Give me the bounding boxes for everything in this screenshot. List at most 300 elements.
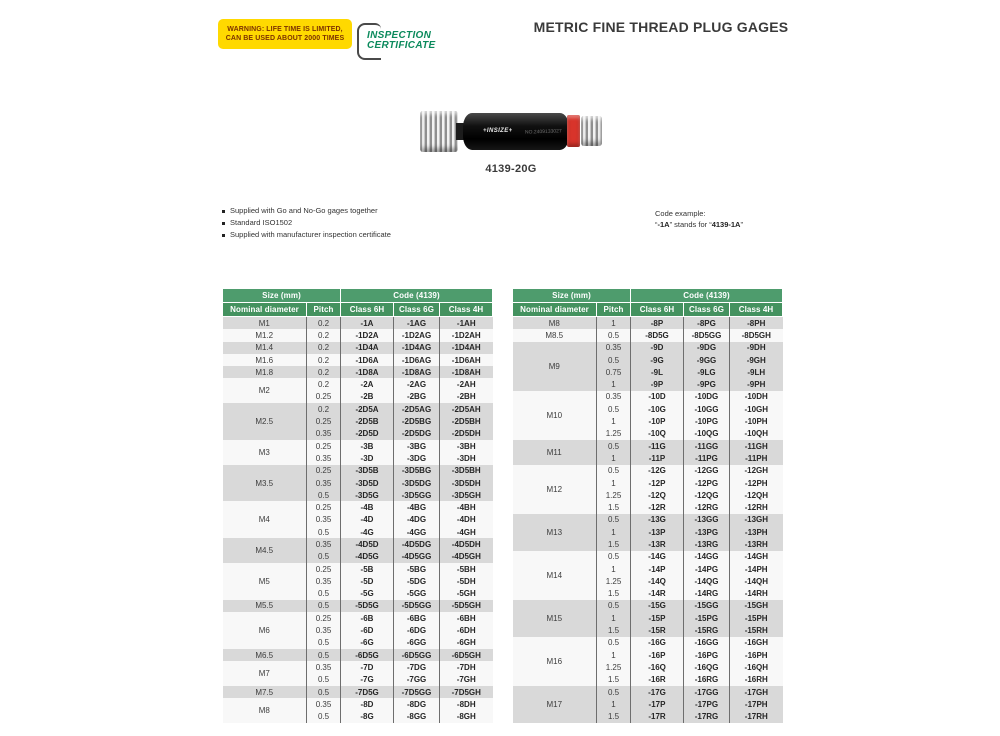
cell-code: -4D5G	[341, 551, 394, 563]
inspection-certificate-logo	[357, 23, 447, 59]
table-row	[513, 600, 783, 612]
cell-code: -16P	[631, 649, 684, 661]
feature-text: Supplied with Go and No-Go gages together	[230, 206, 378, 215]
cell-code: -16R	[631, 674, 684, 686]
code-group-header: Code (4139)	[631, 289, 783, 303]
cell-code: -4DH	[440, 514, 493, 526]
cell-code: -3B	[341, 440, 394, 452]
cell-code: -8GG	[394, 711, 440, 723]
cell-code: -14RG	[684, 588, 730, 600]
cell-nominal-diameter: M17	[546, 699, 563, 709]
cell-code: -5G	[341, 588, 394, 600]
cell-pitch: 0.5	[597, 403, 631, 415]
cell-code: -10PH	[730, 415, 783, 427]
cell-pitch: 1.25	[597, 428, 631, 440]
cell-code: -2AG	[394, 378, 440, 390]
cell-code: -7GG	[394, 674, 440, 686]
cell-code: -10GG	[684, 403, 730, 415]
cell-nominal-diameter: M3.5	[255, 478, 274, 488]
certificate-logo-line1: INSPECTION	[366, 31, 437, 41]
cell-code: -9LH	[730, 366, 783, 378]
cell-code: -6B	[341, 612, 394, 624]
cell-pitch: 0.35	[307, 698, 341, 710]
cell-pitch: 1	[597, 378, 631, 390]
cell-code: -10G	[631, 403, 684, 415]
cell-pitch: 1.5	[597, 538, 631, 550]
code-example	[655, 208, 743, 230]
cell-code: -3BG	[394, 440, 440, 452]
table-row	[223, 317, 493, 330]
cell-code: -6DG	[394, 624, 440, 636]
cell-code: -4B	[341, 501, 394, 513]
cell-pitch: 1.25	[597, 575, 631, 587]
col-class-6g: Class 6G	[684, 303, 730, 317]
col-class-4h: Class 4H	[440, 303, 493, 317]
cell-pitch: 0.5	[307, 526, 341, 538]
cell-pitch: 0.5	[307, 649, 341, 661]
cell-code: -7D5G	[341, 686, 394, 698]
cell-code: -15RH	[730, 624, 783, 636]
cell-pitch: 1.25	[597, 661, 631, 673]
nogo-thread-end	[581, 116, 602, 146]
cell-pitch: 1	[597, 698, 631, 710]
gage-handle	[463, 113, 569, 150]
cell-code: -2D5B	[341, 415, 394, 427]
cell-code: -4D5GG	[394, 551, 440, 563]
table-row	[223, 378, 493, 390]
cell-code: -4BG	[394, 501, 440, 513]
cell-code: -10QH	[730, 428, 783, 440]
cell-pitch: 0.25	[307, 612, 341, 624]
cell-code: -15PH	[730, 612, 783, 624]
cell-code: -1D2AH	[440, 329, 493, 341]
cell-code: -8PH	[730, 317, 783, 330]
col-nominal-diameter: Nominal diameter	[513, 303, 597, 317]
cell-code: -12Q	[631, 489, 684, 501]
col-class-6h: Class 6H	[341, 303, 394, 317]
cell-pitch: 1.5	[597, 711, 631, 723]
cell-code: -2D5A	[341, 403, 394, 415]
table-row	[513, 551, 783, 563]
cell-code: -6D	[341, 624, 394, 636]
cell-nominal-diameter: M1.8	[255, 367, 274, 377]
cell-pitch: 0.75	[597, 366, 631, 378]
cell-code: -10D	[631, 391, 684, 403]
col-class-6g: Class 6G	[394, 303, 440, 317]
cell-code: -5D5GH	[440, 600, 493, 612]
cell-code: -15RG	[684, 624, 730, 636]
cell-code: -8P	[631, 317, 684, 330]
cell-nominal-diameter: M7.5	[255, 687, 274, 697]
feature-list	[222, 205, 391, 241]
cell-code: -14P	[631, 563, 684, 575]
size-group-header: Size (mm)	[223, 289, 341, 303]
cell-code: -9L	[631, 366, 684, 378]
cell-code: -14GG	[684, 551, 730, 563]
cell-code: -2D5BH	[440, 415, 493, 427]
cell-code: -6D5GH	[440, 649, 493, 661]
cell-code: -3D5GG	[394, 489, 440, 501]
cell-code: -12R	[631, 501, 684, 513]
cell-code: -8PG	[684, 317, 730, 330]
cell-pitch: 0.5	[597, 551, 631, 563]
cell-pitch: 0.5	[307, 674, 341, 686]
cell-code: -4BH	[440, 501, 493, 513]
cell-code: -3DH	[440, 452, 493, 464]
cell-code: -4D	[341, 514, 394, 526]
table-row	[223, 354, 493, 366]
cell-pitch: 1	[597, 526, 631, 538]
table-row	[223, 501, 493, 513]
cell-code: -12RG	[684, 501, 730, 513]
cell-pitch: 0.5	[597, 686, 631, 698]
table-row	[223, 465, 493, 477]
cell-code: -3D	[341, 452, 394, 464]
cell-code: -12QG	[684, 489, 730, 501]
cell-code: -9D	[631, 342, 684, 354]
cell-code: -13P	[631, 526, 684, 538]
cell-code: -4D5GH	[440, 551, 493, 563]
plug-gage-image	[420, 102, 602, 160]
cell-code: -2A	[341, 378, 394, 390]
cell-pitch: 0.35	[307, 661, 341, 673]
cell-pitch: 1	[597, 452, 631, 464]
cell-code: -8DG	[394, 698, 440, 710]
cell-pitch: 0.2	[307, 317, 341, 330]
cell-nominal-diameter: M4.5	[255, 546, 274, 556]
cell-pitch: 1	[597, 612, 631, 624]
cell-code: -14R	[631, 588, 684, 600]
cell-nominal-diameter: M11	[546, 447, 562, 457]
cell-nominal-diameter: M8.5	[545, 330, 564, 340]
bullet-icon	[222, 234, 225, 237]
table-row	[223, 440, 493, 452]
table-row	[223, 329, 493, 341]
cell-code: -13RH	[730, 538, 783, 550]
cell-code: -6D5GG	[394, 649, 440, 661]
cell-nominal-diameter: M5.5	[255, 601, 274, 611]
cell-code: -15GH	[730, 600, 783, 612]
cell-code: -8DH	[440, 698, 493, 710]
cell-code: -13GH	[730, 514, 783, 526]
cell-pitch: 1	[597, 317, 631, 330]
table-row	[223, 403, 493, 415]
cell-pitch: 1.5	[597, 624, 631, 636]
cell-code: -17G	[631, 686, 684, 698]
cell-code: -11P	[631, 452, 684, 464]
cell-pitch: 0.35	[307, 575, 341, 587]
cell-code: -1D8AH	[440, 366, 493, 378]
cell-pitch: 0.2	[307, 366, 341, 378]
cell-code: -9PG	[684, 378, 730, 390]
cell-nominal-diameter: M9	[548, 361, 560, 371]
cell-code: -9P	[631, 378, 684, 390]
cell-nominal-diameter: M10	[546, 410, 563, 420]
cell-code: -15PG	[684, 612, 730, 624]
cell-code: -14PH	[730, 563, 783, 575]
certificate-logo-line2: CERTIFICATE	[367, 40, 436, 51]
cell-code: -3BH	[440, 440, 493, 452]
table-row	[513, 465, 783, 477]
cell-pitch: 0.5	[597, 329, 631, 341]
cell-code: -5B	[341, 563, 394, 575]
cell-code: -5BH	[440, 563, 493, 575]
cell-code: -2D5DH	[440, 428, 493, 440]
cell-nominal-diameter: M12	[546, 484, 563, 494]
cell-code: -15P	[631, 612, 684, 624]
cell-pitch: 0.2	[307, 342, 341, 354]
cell-code: -14GH	[730, 551, 783, 563]
cell-code: -6D5G	[341, 649, 394, 661]
table-row	[223, 649, 493, 661]
bullet-icon	[222, 222, 225, 225]
feature-item	[222, 229, 391, 241]
col-pitch: Pitch	[307, 303, 341, 317]
page-title: METRIC FINE THREAD PLUG GAGES	[533, 19, 789, 35]
serial-marking: NO.2409133027	[525, 128, 563, 136]
cell-code: -13GG	[684, 514, 730, 526]
cell-code: -9G	[631, 354, 684, 366]
feature-item	[222, 217, 391, 229]
cell-code: -8D5GH	[730, 329, 783, 341]
cell-code: -12P	[631, 477, 684, 489]
cell-pitch: 0.35	[307, 514, 341, 526]
cell-code: -5BG	[394, 563, 440, 575]
cell-code: -6G	[341, 637, 394, 649]
cell-code: -8D	[341, 698, 394, 710]
cell-code: -13PG	[684, 526, 730, 538]
cell-code: -5DH	[440, 575, 493, 587]
feature-item	[222, 205, 391, 217]
cell-code: -2AH	[440, 378, 493, 390]
cell-code: -9PH	[730, 378, 783, 390]
cell-code: -15G	[631, 600, 684, 612]
cell-code: -5D5GG	[394, 600, 440, 612]
cell-code: -10P	[631, 415, 684, 427]
cell-code: -1AG	[394, 317, 440, 330]
cell-code: -12RH	[730, 501, 783, 513]
cell-pitch: 0.5	[307, 637, 341, 649]
cell-code: -2B	[341, 391, 394, 403]
cell-code: -6BH	[440, 612, 493, 624]
cell-code: -3D5BG	[394, 465, 440, 477]
cell-code: -5DG	[394, 575, 440, 587]
cell-code: -4GH	[440, 526, 493, 538]
cell-code: -1D8A	[341, 366, 394, 378]
cell-pitch: 0.5	[597, 637, 631, 649]
nogo-red-ring	[567, 115, 580, 147]
cell-pitch: 0.25	[307, 391, 341, 403]
code-group-header: Code (4139)	[341, 289, 493, 303]
cell-code: -7D5GH	[440, 686, 493, 698]
code-example-line: “-1A” stands for “4139-1A”	[655, 220, 743, 229]
cell-pitch: 0.5	[307, 489, 341, 501]
cell-pitch: 0.5	[597, 600, 631, 612]
cell-nominal-diameter: M13	[546, 527, 563, 537]
cell-code: -10DG	[684, 391, 730, 403]
go-thread-end	[420, 111, 458, 152]
cell-code: -11GG	[684, 440, 730, 452]
cell-code: -2BG	[394, 391, 440, 403]
cell-pitch: 0.5	[307, 686, 341, 698]
cell-code: -9GG	[684, 354, 730, 366]
cell-pitch: 1.25	[597, 489, 631, 501]
cell-code: -2BH	[440, 391, 493, 403]
cell-pitch: 0.5	[307, 711, 341, 723]
cell-pitch: 0.5	[307, 551, 341, 563]
size-group-header: Size (mm)	[513, 289, 631, 303]
cell-code: -12PH	[730, 477, 783, 489]
cell-pitch: 0.35	[307, 477, 341, 489]
cell-pitch: 0.2	[307, 378, 341, 390]
cell-code: -7GH	[440, 674, 493, 686]
cell-nominal-diameter: M2	[258, 386, 270, 396]
cell-nominal-diameter: M6	[258, 626, 270, 636]
feature-text: Standard ISO1502	[230, 218, 293, 227]
cell-code: -6GG	[394, 637, 440, 649]
cell-pitch: 0.35	[307, 452, 341, 464]
cell-code: -10DH	[730, 391, 783, 403]
cell-code: -4G	[341, 526, 394, 538]
cell-nominal-diameter: M1.2	[255, 330, 274, 340]
cell-code: -2D5BG	[394, 415, 440, 427]
cell-code: -16QH	[730, 661, 783, 673]
cell-nominal-diameter: M1	[258, 318, 270, 328]
table-row	[223, 366, 493, 378]
col-pitch: Pitch	[597, 303, 631, 317]
cell-code: -13PH	[730, 526, 783, 538]
cell-pitch: 1	[597, 649, 631, 661]
code-example-label: Code example:	[655, 209, 706, 218]
product-model-caption: 4139-20G	[485, 163, 537, 175]
table-row	[223, 563, 493, 575]
cell-pitch: 0.35	[307, 538, 341, 550]
cell-code: -13G	[631, 514, 684, 526]
cell-nominal-diameter: M8	[258, 706, 270, 715]
cell-pitch: 0.5	[597, 440, 631, 452]
cell-pitch: 0.2	[307, 403, 341, 415]
cell-code: -15R	[631, 624, 684, 636]
cell-code: -7DH	[440, 661, 493, 673]
cell-nominal-diameter: M15	[546, 613, 563, 623]
cell-code: -12PG	[684, 477, 730, 489]
cell-code: -1D2AG	[394, 329, 440, 341]
cell-pitch: 0.5	[597, 514, 631, 526]
cell-code: -3DG	[394, 452, 440, 464]
cell-code: -2D5DG	[394, 428, 440, 440]
table-row	[223, 698, 493, 710]
cell-pitch: 1.5	[597, 501, 631, 513]
cell-code: -1D6A	[341, 354, 394, 366]
cell-pitch: 0.25	[307, 415, 341, 427]
cell-code: -17GG	[684, 686, 730, 698]
cell-code: -1D2A	[341, 329, 394, 341]
table-row	[513, 391, 783, 403]
cell-code: -17RG	[684, 711, 730, 723]
code-full: 4139-1A	[711, 220, 741, 229]
cell-code: -10PG	[684, 415, 730, 427]
cell-pitch: 1	[597, 477, 631, 489]
cell-code: -17PG	[684, 698, 730, 710]
cell-nominal-diameter: M6.5	[255, 650, 274, 660]
cell-code: -16PG	[684, 649, 730, 661]
cell-code: -9DH	[730, 342, 783, 354]
table-row	[513, 440, 783, 452]
cell-code: -14G	[631, 551, 684, 563]
cell-pitch: 1	[597, 563, 631, 575]
cell-code: -12GH	[730, 465, 783, 477]
cell-code: -16GG	[684, 637, 730, 649]
table-row	[513, 342, 783, 354]
cell-pitch: 0.2	[307, 354, 341, 366]
thread-table-right	[512, 288, 783, 723]
cell-code: -1D8AG	[394, 366, 440, 378]
cell-code: -13R	[631, 538, 684, 550]
table-row	[513, 317, 783, 330]
cell-pitch: 1.5	[597, 588, 631, 600]
cell-code: -1AH	[440, 317, 493, 330]
cell-code: -7D	[341, 661, 394, 673]
cell-code: -16GH	[730, 637, 783, 649]
cell-code: -1D6AG	[394, 354, 440, 366]
cell-code: -1D4AH	[440, 342, 493, 354]
cell-code: -1D4AG	[394, 342, 440, 354]
table-row	[513, 637, 783, 649]
thread-table-left	[222, 288, 493, 723]
cell-nominal-diameter: M14	[546, 570, 563, 580]
cell-pitch: 1.5	[597, 674, 631, 686]
cell-nominal-diameter: M2.5	[255, 417, 274, 427]
cell-pitch: 0.5	[597, 465, 631, 477]
cell-code: -10QG	[684, 428, 730, 440]
table-row	[223, 342, 493, 354]
feature-text: Supplied with manufacturer inspection certificate	[230, 230, 391, 239]
cell-code: -12QH	[730, 489, 783, 501]
cell-pitch: 0.35	[307, 428, 341, 440]
cell-code: -10Q	[631, 428, 684, 440]
cell-code: -11PH	[730, 452, 783, 464]
cell-pitch: 0.5	[597, 354, 631, 366]
cell-code: -13RG	[684, 538, 730, 550]
table-row	[223, 686, 493, 698]
cell-code: -7DG	[394, 661, 440, 673]
cell-code: -9DG	[684, 342, 730, 354]
warning-label	[218, 19, 352, 49]
cell-code: -7D5GG	[394, 686, 440, 698]
cell-code: -16Q	[631, 661, 684, 673]
cell-pitch: 0.25	[307, 465, 341, 477]
cell-pitch: 0.35	[597, 391, 631, 403]
cell-code: -16PH	[730, 649, 783, 661]
cell-nominal-diameter: M5	[258, 576, 270, 586]
cell-code: -11G	[631, 440, 684, 452]
warning-line2: CAN BE USED ABOUT 2000 TIMES	[225, 35, 345, 42]
cell-code: -10GH	[730, 403, 783, 415]
col-class-4h: Class 4H	[730, 303, 783, 317]
cell-code: -3D5DG	[394, 477, 440, 489]
cell-nominal-diameter: M4	[258, 515, 270, 525]
cell-pitch: 0.2	[307, 329, 341, 341]
brand-marking: +INSIZE+	[483, 128, 513, 134]
table-row	[513, 329, 783, 341]
cell-code: -1A	[341, 317, 394, 330]
col-class-6h: Class 6H	[631, 303, 684, 317]
cell-code: -4DG	[394, 514, 440, 526]
cell-code: -16RH	[730, 674, 783, 686]
cell-code: -9LG	[684, 366, 730, 378]
cell-nominal-diameter: M7	[258, 669, 270, 679]
cell-pitch: 0.35	[307, 624, 341, 636]
